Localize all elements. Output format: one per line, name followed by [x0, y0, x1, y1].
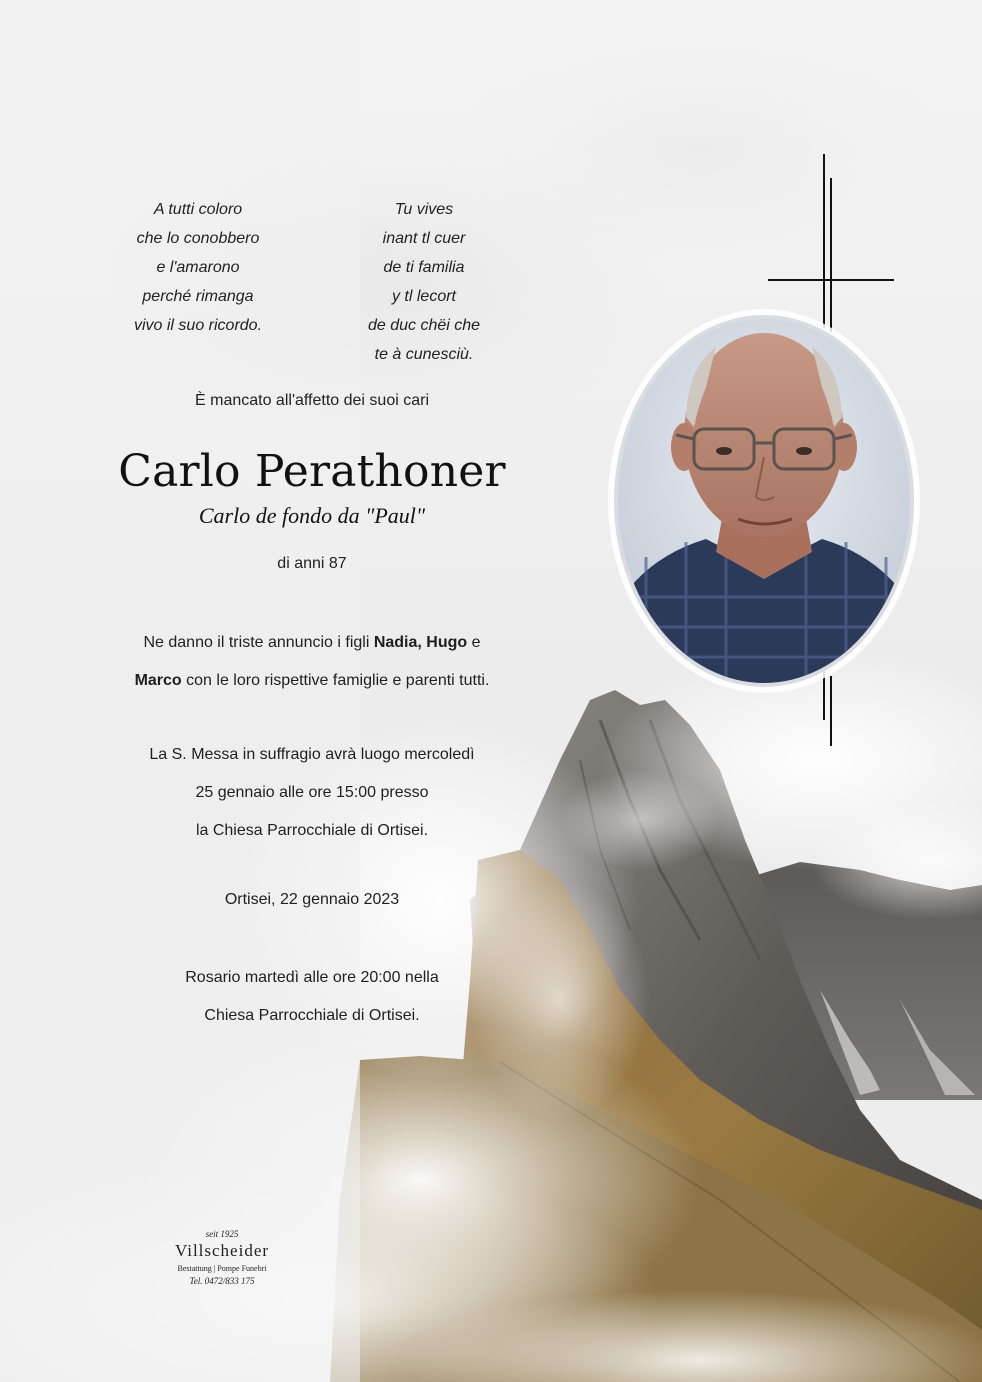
- place-date: Ortisei, 22 gennaio 2023: [224, 891, 400, 908]
- mass-line: La S. Messa in suffragio avrà luogo mercoledì: [149, 746, 475, 763]
- poem-line: Tu vives: [394, 201, 454, 218]
- deceased-age: di anni 87: [277, 555, 347, 572]
- deceased-name: Carlo Perathoner: [118, 446, 506, 497]
- poem-line: y tl lecort: [391, 288, 456, 305]
- deceased-nickname: Carlo de fondo da "Paul": [198, 503, 426, 528]
- poem-ladin: [322, 195, 526, 369]
- announcement-part: e: [467, 634, 481, 651]
- rosary-line: Chiesa Parrocchiale di Ortisei.: [204, 1007, 420, 1024]
- mass-line: 25 gennaio alle ore 15:00 presso: [195, 784, 429, 801]
- intro-text: È mancato all'affetto dei suoi cari: [195, 392, 429, 409]
- poem-line: che lo conobbero: [136, 230, 260, 247]
- poem-line: te à cunesciù.: [374, 346, 474, 363]
- rosary-line: Rosario martedì alle ore 20:00 nella: [185, 969, 439, 986]
- announcement-part: con le loro rispettive famiglie e parenti tutti.: [181, 672, 490, 689]
- poem-line: inant tl cuer: [382, 230, 466, 247]
- announcement-names: Marco: [134, 672, 182, 689]
- portrait-photo: [606, 307, 922, 697]
- logo-brand: Villscheider: [174, 1241, 270, 1260]
- mass-line: la Chiesa Parrocchiale di Ortisei.: [195, 822, 429, 839]
- poem-line: de ti familia: [383, 259, 465, 276]
- rosary-info: [62, 959, 562, 1035]
- logo-phone: Tel. 0472/833 175: [189, 1276, 255, 1286]
- poem-line: e l'amarono: [156, 259, 240, 276]
- funeral-home-logo: [140, 1228, 304, 1288]
- announcement-text: [62, 624, 562, 700]
- logo-since: seit 1925: [205, 1229, 239, 1239]
- logo-subtitle: Bestattung | Pompe Funebri: [177, 1264, 267, 1273]
- poem-line: A tutti coloro: [153, 201, 243, 218]
- poem-line: vivo il suo ricordo.: [133, 317, 263, 334]
- announcement-part: Ne danno il triste annuncio i figli: [143, 634, 374, 651]
- poem-line: de duc chëi che: [367, 317, 481, 334]
- announcement-names: Nadia, Hugo: [373, 634, 468, 651]
- poem-italian: [96, 195, 300, 340]
- mass-info: [62, 736, 562, 850]
- poem-line: perché rimanga: [142, 288, 254, 305]
